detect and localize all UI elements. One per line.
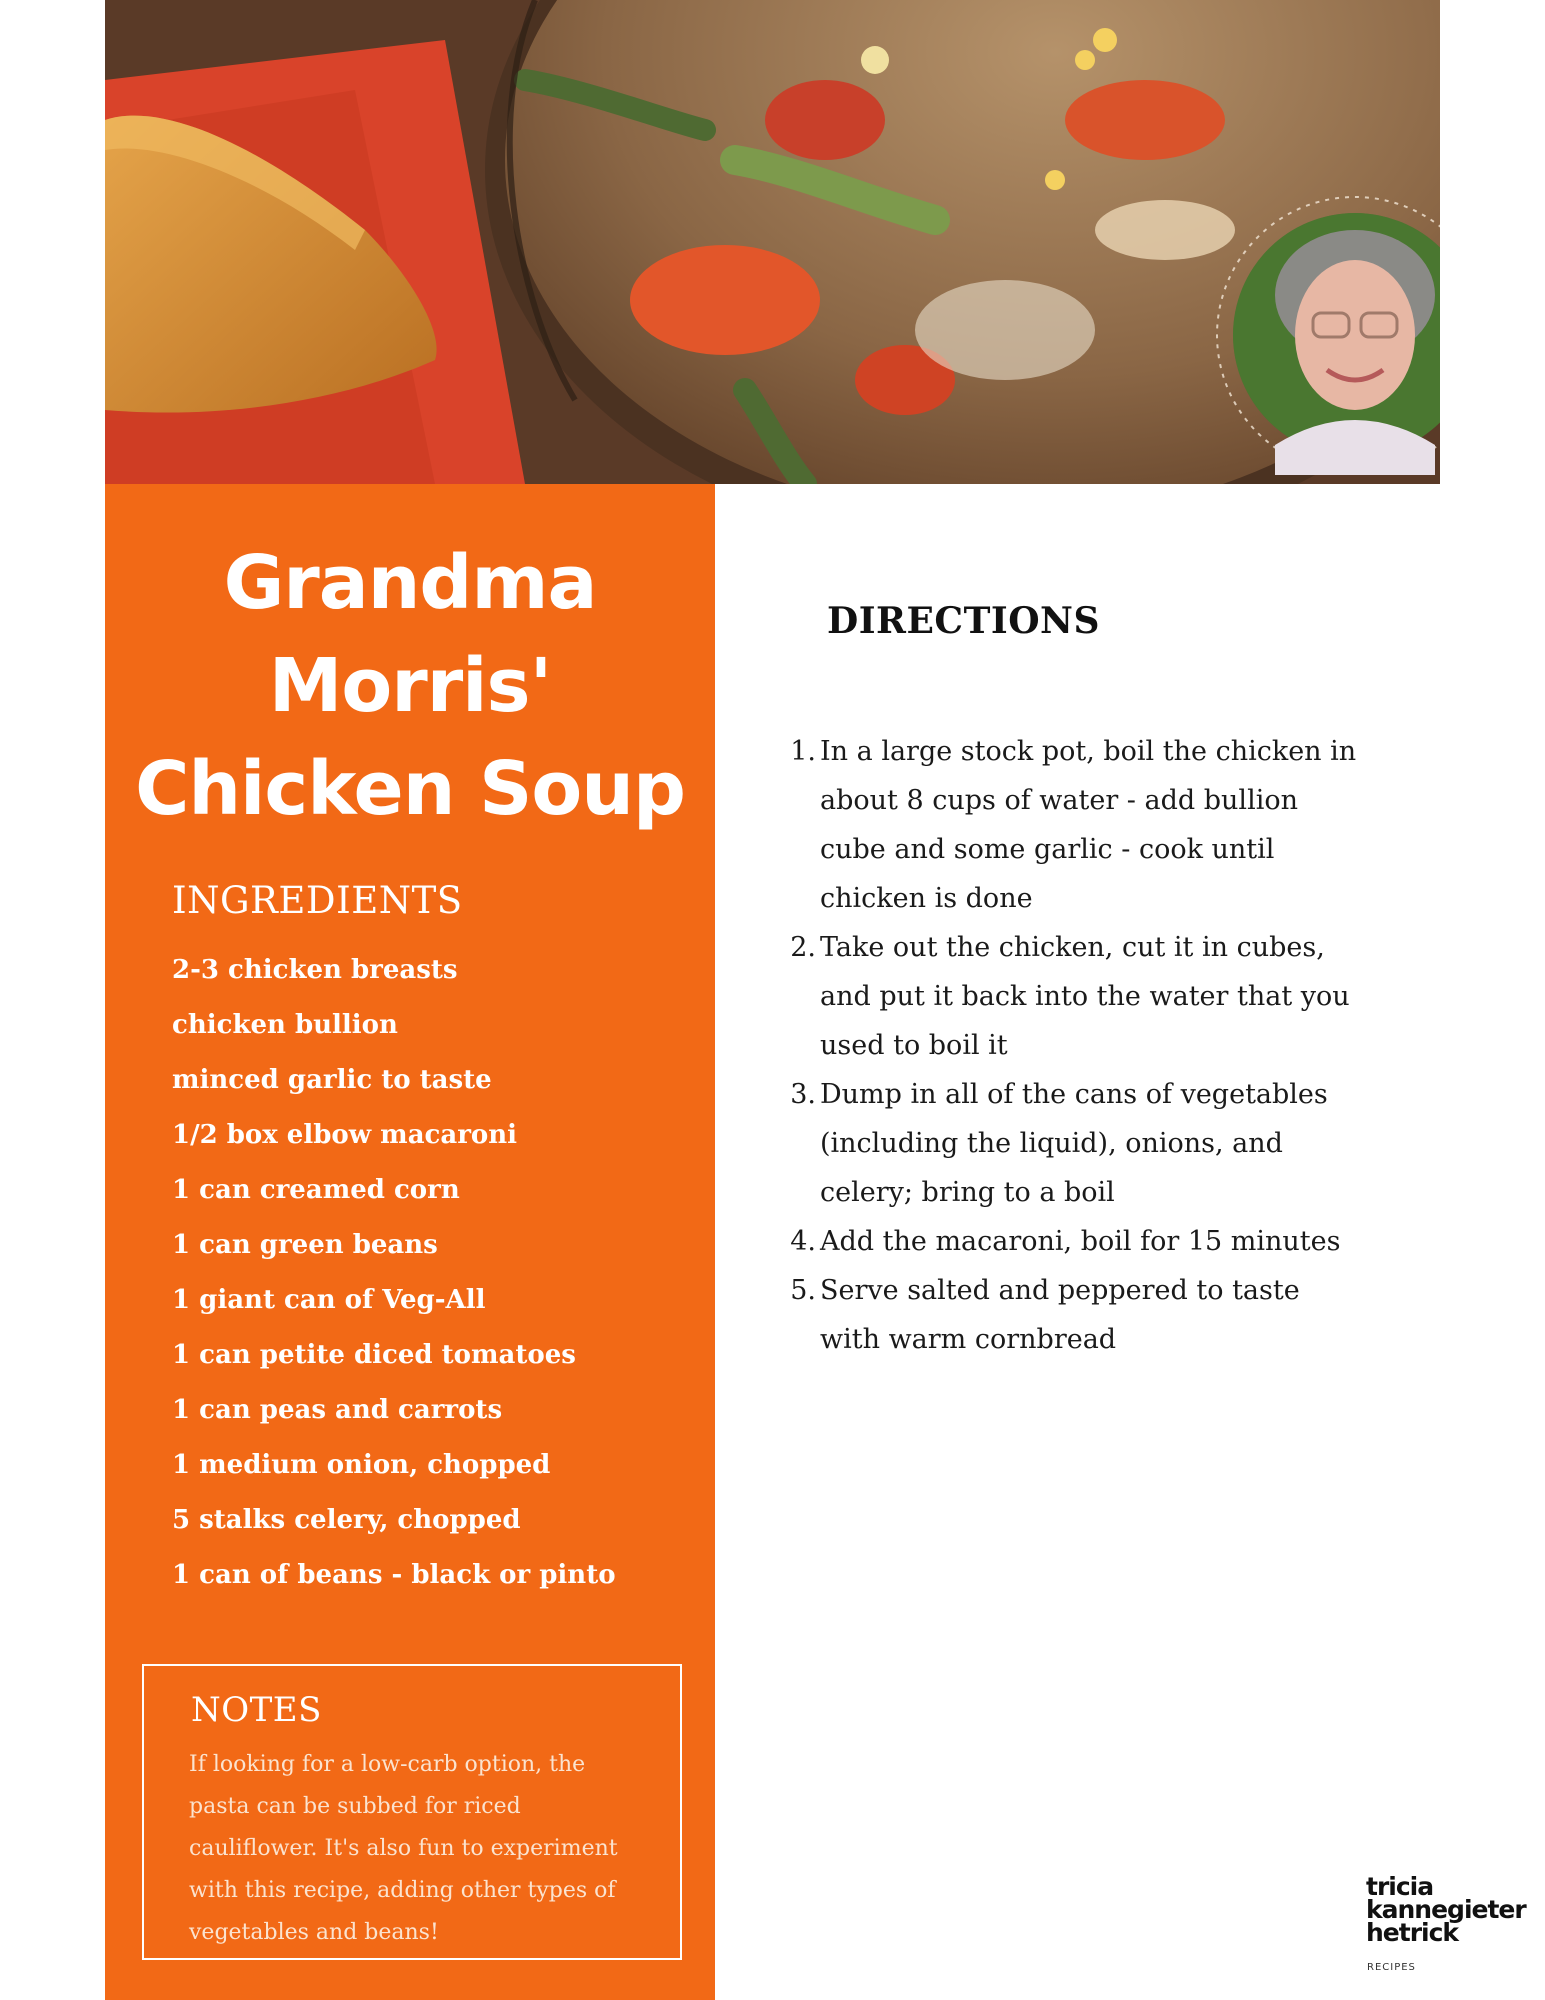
notes-box: [142, 1664, 682, 1960]
ingredient-item: 2-3 chicken breasts: [172, 955, 458, 985]
step-number: 1.: [790, 736, 816, 767]
ingredient-item: 1 can of beans - black or pinto: [172, 1560, 616, 1590]
title-line-2: Morris': [268, 643, 552, 729]
direction-step: [790, 1217, 1360, 1266]
ingredient-item: 1 giant can of Veg-All: [172, 1285, 486, 1315]
directions-heading: DIRECTIONS: [827, 600, 1100, 642]
notes-heading: NOTES: [191, 1690, 322, 1730]
ingredient-item: 1 can petite diced tomatoes: [172, 1340, 576, 1370]
ingredient-item: 1/2 box elbow macaroni: [172, 1120, 518, 1150]
direction-step: [790, 727, 1360, 923]
brand-line-2: kannegieter: [1366, 1895, 1526, 1924]
ingredient-item: 1 can green beans: [172, 1230, 438, 1260]
ingredient-item: 1 can peas and carrots: [172, 1395, 503, 1425]
recipe-title: [105, 532, 715, 841]
notes-body: If looking for a low-carb option, the pasta can be subbed for riced cauliflower. It's also fun to experiment with this recipe, adding other types of vegetables and beans!: [189, 1752, 618, 1945]
brand-logo: [1366, 1872, 1526, 1947]
title-line-1: Grandma: [223, 540, 597, 626]
step-text: Dump in all of the cans of vegetables (including the liquid), onions, and celery; bring to a boil: [820, 1079, 1328, 1208]
grandma-portrait-icon: [1215, 195, 1440, 475]
ingredient-item: 1 can creamed corn: [172, 1175, 460, 1205]
brand-line-1: tricia: [1366, 1872, 1434, 1901]
ingredients-list: [172, 950, 616, 1610]
step-text: In a large stock pot, boil the chicken in about 8 cups of water - add bullion cube and some garlic - cook until chicken is done: [820, 736, 1357, 914]
step-text: Serve salted and peppered to taste with warm cornbread: [820, 1275, 1300, 1355]
hero-photo: [105, 0, 1440, 484]
ingredient-item: chicken bullion: [172, 1010, 398, 1040]
step-text: Take out the chicken, cut it in cubes, and put it back into the water that you used to boil it: [820, 932, 1350, 1061]
step-number: 3.: [790, 1079, 816, 1110]
ingredient-item: 5 stalks celery, chopped: [172, 1505, 521, 1535]
grandma-portrait: [1215, 195, 1440, 475]
step-number: 4.: [790, 1226, 816, 1257]
ingredients-heading: INGREDIENTS: [172, 879, 463, 922]
step-text: Add the macaroni, boil for 15 minutes: [820, 1226, 1341, 1257]
brand-line-3: hetrick: [1366, 1918, 1459, 1947]
brand-subtitle: RECIPES: [1367, 1962, 1416, 1973]
step-number: 2.: [790, 932, 816, 963]
step-number: 5.: [790, 1275, 816, 1306]
ingredients-panel: [105, 484, 715, 2000]
direction-step: [790, 1266, 1360, 1364]
directions-list: [790, 727, 1360, 1364]
title-line-3: Chicken Soup: [135, 746, 685, 832]
direction-step: [790, 1070, 1360, 1217]
ingredient-item: minced garlic to taste: [172, 1065, 492, 1095]
ingredient-item: 1 medium onion, chopped: [172, 1450, 551, 1480]
direction-step: [790, 923, 1360, 1070]
